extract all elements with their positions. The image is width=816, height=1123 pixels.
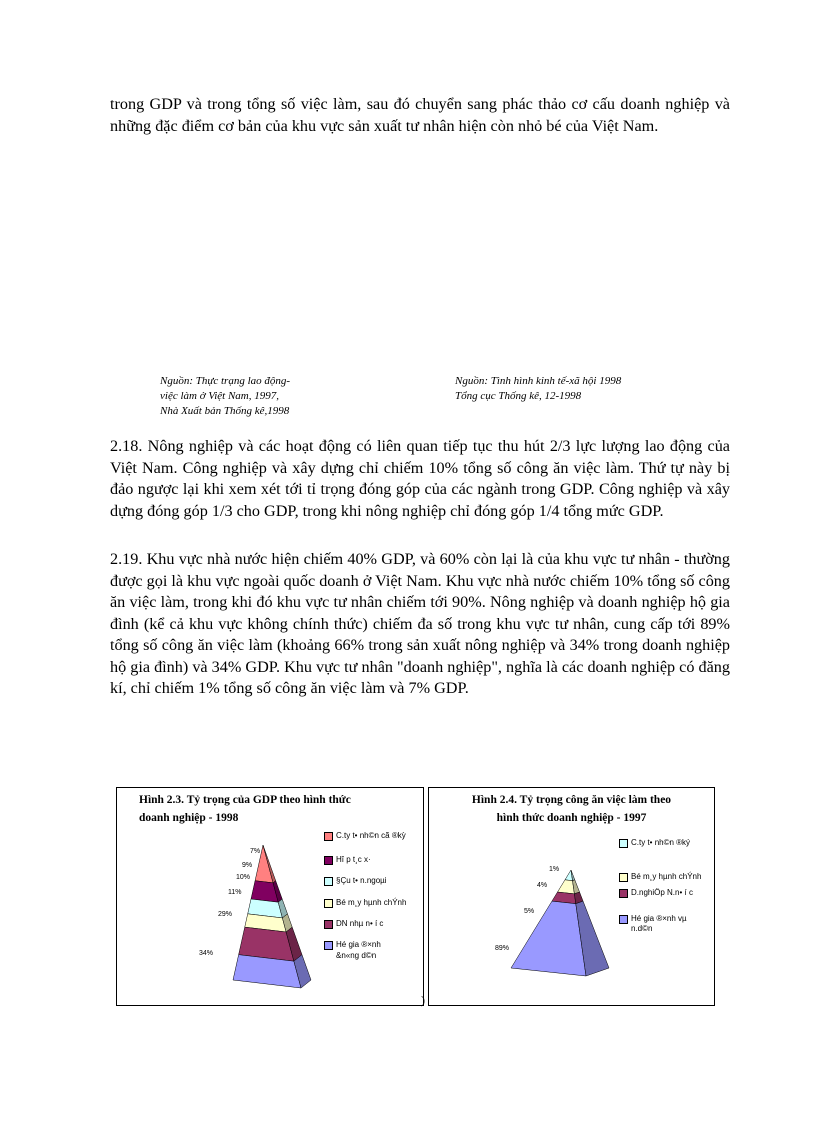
chart-gdp-by-ownership <box>116 787 424 1006</box>
chart-title-line-1: Hình 2.3. Tỷ trọng của GDP theo hình thức <box>139 794 351 806</box>
legend-label: Bé m¸y hµnh chÝnh <box>631 872 702 881</box>
legend-swatch <box>324 899 333 908</box>
legend-label: D.nghiÖp N.n• í c <box>631 888 693 897</box>
legend-label: Hé gia ®×nh vµ <box>631 914 687 923</box>
value-label: 1% <box>549 866 560 873</box>
value-label: 11% <box>228 889 242 896</box>
legend-swatch <box>619 839 628 848</box>
legend-swatch <box>324 941 333 950</box>
paragraph-intro: trong GDP và trong tổng số việc làm, sau đó chuyển sang phác thảo cơ cấu doanh nghiệp và những đặc điểm cơ bản của khu vực sản xuất tư nhân hiện còn nhỏ bé của Việt Nam. <box>110 95 730 135</box>
legend-swatch <box>324 856 333 865</box>
legend-swatch <box>324 920 333 929</box>
stray-mark: ) <box>421 993 425 1007</box>
legend-label: Hé gia ®×nh <box>336 940 381 949</box>
pyramid-layer-front <box>558 880 575 894</box>
source-note-left <box>160 374 290 419</box>
pyramid-layer-front <box>511 901 586 976</box>
legend-label-extra: &n«ng d©n <box>336 951 377 960</box>
chart-title-line-2: doanh nghiệp - 1998 <box>139 812 239 824</box>
chart-title-line-1: Hình 2.4. Tỷ trọng công ăn việc làm theo <box>471 794 672 806</box>
chart-title-line-2: hình thức doanh nghiệp - 1997 <box>496 812 647 824</box>
value-label: 5% <box>524 908 535 915</box>
value-label: 7% <box>250 848 261 855</box>
legend-label: Bé m¸y hµnh chÝnh <box>336 898 407 907</box>
value-label: 10% <box>236 874 251 881</box>
source-left-line-3: Nhà Xuất bản Thống kê,1998 <box>160 405 290 417</box>
source-right-line-2: Tổng cục Thống kê, 12-1998 <box>455 390 582 402</box>
value-label: 89% <box>495 945 510 952</box>
paragraph-2-18: 2.18. Nông nghiệp và các hoạt động có liên quan tiếp tục thu hút 2/3 lực lượng lao động của Việt Nam. Công nghiệp và xây dựng chỉ chiếm 10% tổng số công ăn việc làm. Thứ tự này bị đảo ngược lại khi xem xét tới tỉ trọng đóng góp của các ngành trong GDP. Công nghiệp và xây dựng đóng góp 1/3 cho GDP, trong khi nông nghiệp chỉ đóng góp 1/4 tổng mức GDP. <box>110 437 730 520</box>
legend-label-extra: n.d©n <box>631 924 653 933</box>
legend-swatch <box>324 832 333 841</box>
value-label: 9% <box>242 862 253 869</box>
value-label: 4% <box>537 882 548 889</box>
legend-swatch <box>619 873 628 882</box>
legend-label: Hî p t¸c x· <box>336 855 371 864</box>
legend-swatch <box>324 877 333 886</box>
source-note-right <box>455 374 621 404</box>
source-left-line-1: Nguồn: Thực trạng lao động- <box>160 375 291 387</box>
legend-label: C.ty t• nh©n ®ký <box>631 838 691 847</box>
value-label: 34% <box>199 950 214 957</box>
source-right-line-1: Nguồn: Tình hình kinh tế-xã hội 1998 <box>455 375 622 387</box>
pyramid-chart <box>117 788 423 1005</box>
legend-label: C.ty t• nh©n cã ®kỳ <box>336 831 406 840</box>
legend-swatch <box>619 915 628 924</box>
legend-label: DN nhµ n• í c <box>336 919 384 928</box>
legend-label: §Çu t• n.ngoµi <box>336 876 387 885</box>
source-left-line-2: việc làm ở Việt Nam, 1997, <box>160 390 280 402</box>
paragraph-2-19: 2.19. Khu vực nhà nước hiện chiếm 40% GDP, và 60% còn lại là của khu vực tư nhân - thường được gọi là khu vực ngoài quốc doanh ở Việt Nam. Khu vực nhà nước chiếm 10% tổng số công ăn việc làm, trong khi đó khu vực tư nhân chiếm tới 90%. Nông nghiệp và doanh nghiệp hộ gia đình (kể cả khu vực không chính thức) chiếm đa số trong khu vực tư nhân, cung cấp tới 89% tổng số công ăn việc làm (khoảng 66% trong sản xuất nông nghiệp và 34% trong doanh nghiệp hộ gia đình) và 34% GDP. Khu vực tư nhân "doanh nghiệp", nghĩa là các doanh nghiệp có đăng kí, chỉ chiếm 1% tổng số công ăn việc làm và 7% GDP. <box>110 550 730 697</box>
legend-swatch <box>619 889 628 898</box>
chart-employment-by-ownership <box>428 787 715 1006</box>
value-label: 29% <box>218 911 233 918</box>
